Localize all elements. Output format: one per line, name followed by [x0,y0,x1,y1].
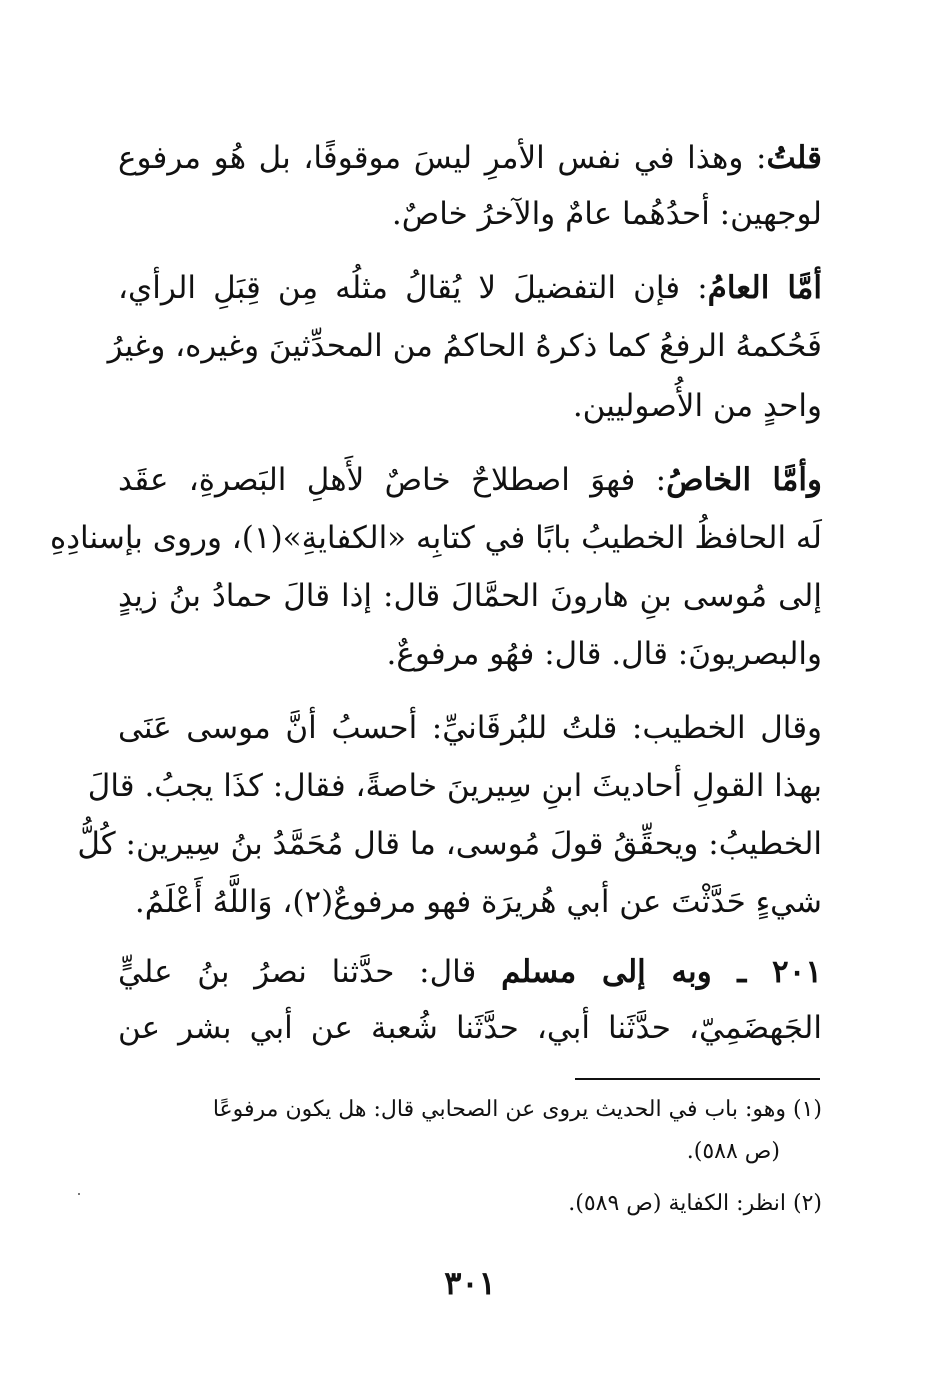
line-text: الجَهضَمِيّ، حدَّثَنا أبي، حدَّثَنا شُعبة عن أبي بشر عن [118,1010,822,1046]
line-text: : فهوَ اصطلاحٌ خاصٌ لأَهلِ البَصرةِ، عقَد [118,462,667,498]
text-line-10 [118,700,822,756]
line-text: شيءٍ حَدَّثْتَ عن أبي هُريرَة فهو مرفوعٌ(٢)، وَاللَّهُ أَعْلَمُ. [134,884,822,920]
footnote-1-continued: (ص ٥٨٨). [686,1139,780,1164]
line-text: الخطيبُ: ويحقِّقُ قولَ مُوسى، ما قال مُحَمَّدُ بنُ سِيرين: كُلُّ [77,826,822,862]
line-text: : وهذا في نفس الأمرِ ليسَ موقوفًا، بل هُو مرفوع [118,140,767,176]
line-text: لوجهين: أحدُهُما عامٌ والآخرُ خاصٌ. [391,196,822,232]
text-line-4 [107,318,822,374]
line-text: والبصريونَ: قال. قال: فهُو مرفوعٌ. [386,636,822,672]
text-line-5 [118,378,822,434]
footnote-divider [575,1078,820,1080]
text-line-15 [118,1000,822,1056]
line-text: فَحُكمهُ الرفعُ كما ذكرهُ الحاكمُ من المحدِّثينَ وغيره، وغيرُ [107,328,822,364]
line-lead: أمَّا العامُ [707,270,822,306]
text-line-7 [50,510,822,566]
text-line-6 [118,452,822,508]
text-line-13 [118,874,822,930]
scan-speck [78,1193,80,1195]
text-line-1 [118,130,822,186]
text-line-9 [118,626,822,682]
line-text: لَه الحافظُ الخطيبُ بابًا في كتابِه «الكفايةِ»(١)، وروى بإسنادِهِ [50,520,822,556]
line-lead: ٢٠١ ـ وبه إلى مسلم [501,954,822,990]
line-text: بهذا القولِ أحاديثَ ابنِ سِيرينَ خاصةً، فقال: كذَا يجبُ. قالَ [87,768,822,804]
line-text: قال: حدَّثنا نصرُ بنُ عليٍّ [118,954,502,990]
text-line-2 [118,186,822,242]
line-text: واحدٍ من الأُصوليين. [572,388,822,424]
text-line-8 [118,568,822,624]
footnote-2: (٢) انظر: الكفاية (ص ٥٨٩). [568,1191,822,1216]
line-text: إلى مُوسى بنِ هارونَ الحمَّالَ قال: إذا قالَ حمادُ بنُ زيدٍ [118,578,822,614]
line-text: : فإن التفضيلَ لا يُقالُ مثلُه مِن قِبَلِ الرأي، [118,270,708,306]
text-line-14 [118,944,822,1000]
line-text: وقال الخطيب: قلتُ للبُرقَانيِّ: أحسبُ أنَّ موسى عَنَى [118,710,822,746]
page-number: ٣٠١ [444,1264,496,1302]
text-line-3 [118,260,822,316]
line-lead: وأمَّا الخاصُ [666,462,822,498]
text-line-12 [77,816,822,872]
line-lead: قلتُ [766,140,822,176]
footnote-1: (١) وهو: باب في الحديث يروى عن الصحابي قال: هل يكون مرفوعًا [212,1097,822,1122]
text-line-11 [87,758,822,814]
